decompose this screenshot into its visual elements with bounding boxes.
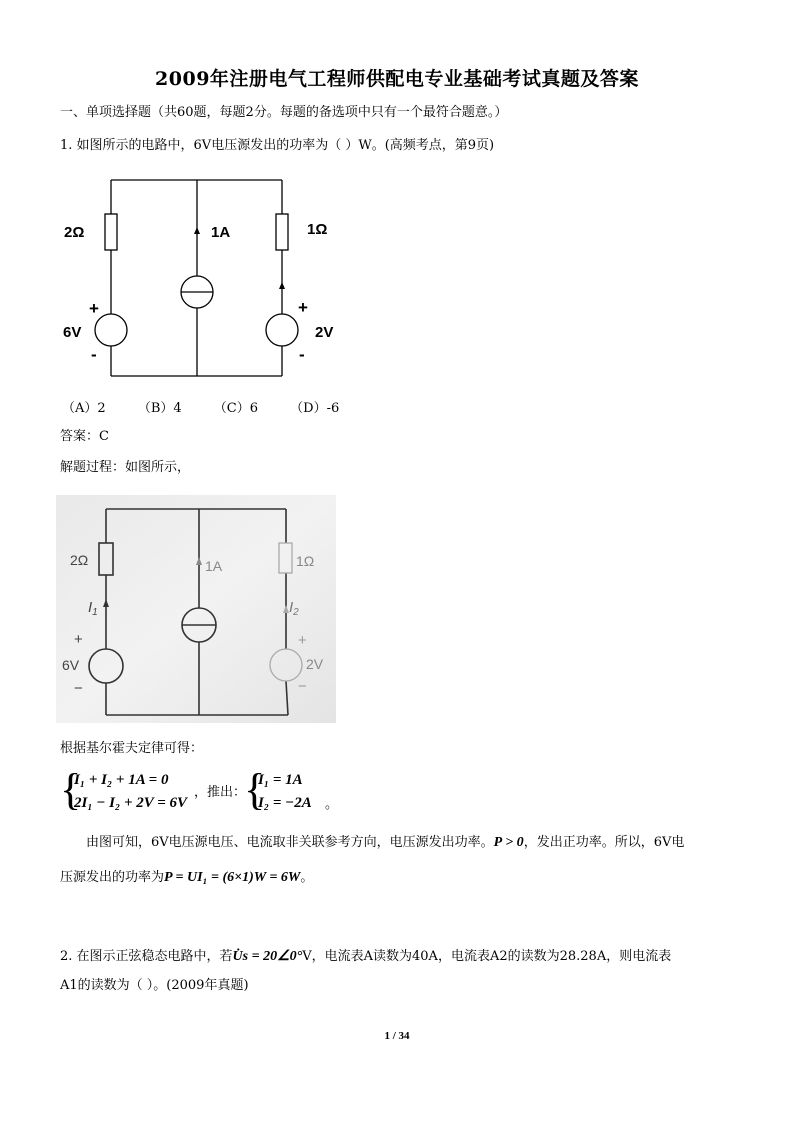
photo-label-i2: $I_2$ [289, 599, 299, 618]
photo-minus-right: − [298, 678, 307, 695]
option-c: （C）6 [213, 401, 258, 416]
equation-2: 2I₁ − I₂ + 2V = 6V [74, 795, 188, 811]
photo-label-i1: $I_1$ [88, 599, 98, 618]
equation-end: 。 [325, 797, 339, 812]
page-title: 2009年注册电气工程师供配电专业基础考试真题及答案 [155, 68, 639, 90]
page-footer: 1 / 34 [384, 1030, 410, 1042]
derive-text: ，推出： [194, 785, 247, 800]
question-1-stem: 1. 如图所示的电路中，6V电压源发出的功率为（ ）W。(高频考点，第9页) [60, 138, 495, 153]
explanation-line-2: 压源发出的功率为P = UI₁ = (6×1)W = 6W。 [60, 870, 314, 885]
circuit-photo-solution [56, 495, 336, 723]
photo-label-r-left: 2Ω [70, 552, 89, 568]
plus-left: + [89, 299, 99, 318]
result-2: I₂ = −2A [258, 795, 312, 811]
equation-block [60, 765, 400, 818]
option-a: （A）2 [62, 401, 106, 416]
left-brace: { [60, 765, 82, 814]
circuit-diagram-q1 [56, 170, 366, 382]
minus-right: - [299, 345, 305, 364]
photo-plus-right: + [298, 632, 307, 649]
minus-left: - [91, 345, 97, 364]
right-brace: { [244, 765, 266, 814]
kirchhoff-line: 根据基尔霍夫定律可得： [60, 741, 204, 756]
photo-minus-left: − [74, 680, 83, 697]
label-r-left: 2Ω [64, 224, 85, 241]
photo-label-v-right: 2V [306, 656, 324, 672]
option-b: （B）4 [137, 401, 182, 416]
inline-math-us: U̇s = 20∠0° [232, 949, 303, 964]
inline-math-power: P = UI₁ = (6×1)W = 6W [164, 870, 301, 885]
photo-label-r-right: 1Ω [296, 553, 315, 569]
explanation-line-1: 由图可知，6V电压源电压、电流取非关联参考方向，电压源发出功率。P > 0，发出正功率。所以，6V电 [86, 835, 685, 850]
answer-line: 答案：C [60, 429, 109, 444]
plus-right: + [298, 298, 308, 317]
photo-label-v-left: 6V [62, 657, 80, 673]
photo-plus-left: + [74, 631, 83, 648]
label-r-right: 1Ω [307, 221, 328, 238]
label-v-right: 2V [315, 324, 334, 341]
photo-label-current: 1A [205, 558, 223, 574]
label-v-left: 6V [63, 324, 82, 341]
question-2-stem-line-2: A1的读数为（ ）。(2009年真题) [60, 978, 249, 993]
inline-math-p: P > 0 [493, 835, 524, 850]
option-d: （D）-6 [290, 401, 340, 416]
result-1: I₁ = 1A [258, 772, 303, 788]
equation-1: I₁ + I₂ + 1A = 0 [74, 772, 169, 788]
answer-options [62, 397, 367, 416]
label-current-source: 1A [211, 224, 231, 241]
solution-intro: 解题过程：如图所示， [60, 460, 191, 475]
section-heading: 一、单项选择题（共60题，每题2分。每题的备选项中只有一个最符合题意。） [60, 105, 508, 120]
question-2-stem: 2. 在图示正弦稳态电路中，若U̇s = 20∠0°V，电流表A读数为40A，电流表A2的读数为28.28A，则电流表 [60, 949, 672, 964]
